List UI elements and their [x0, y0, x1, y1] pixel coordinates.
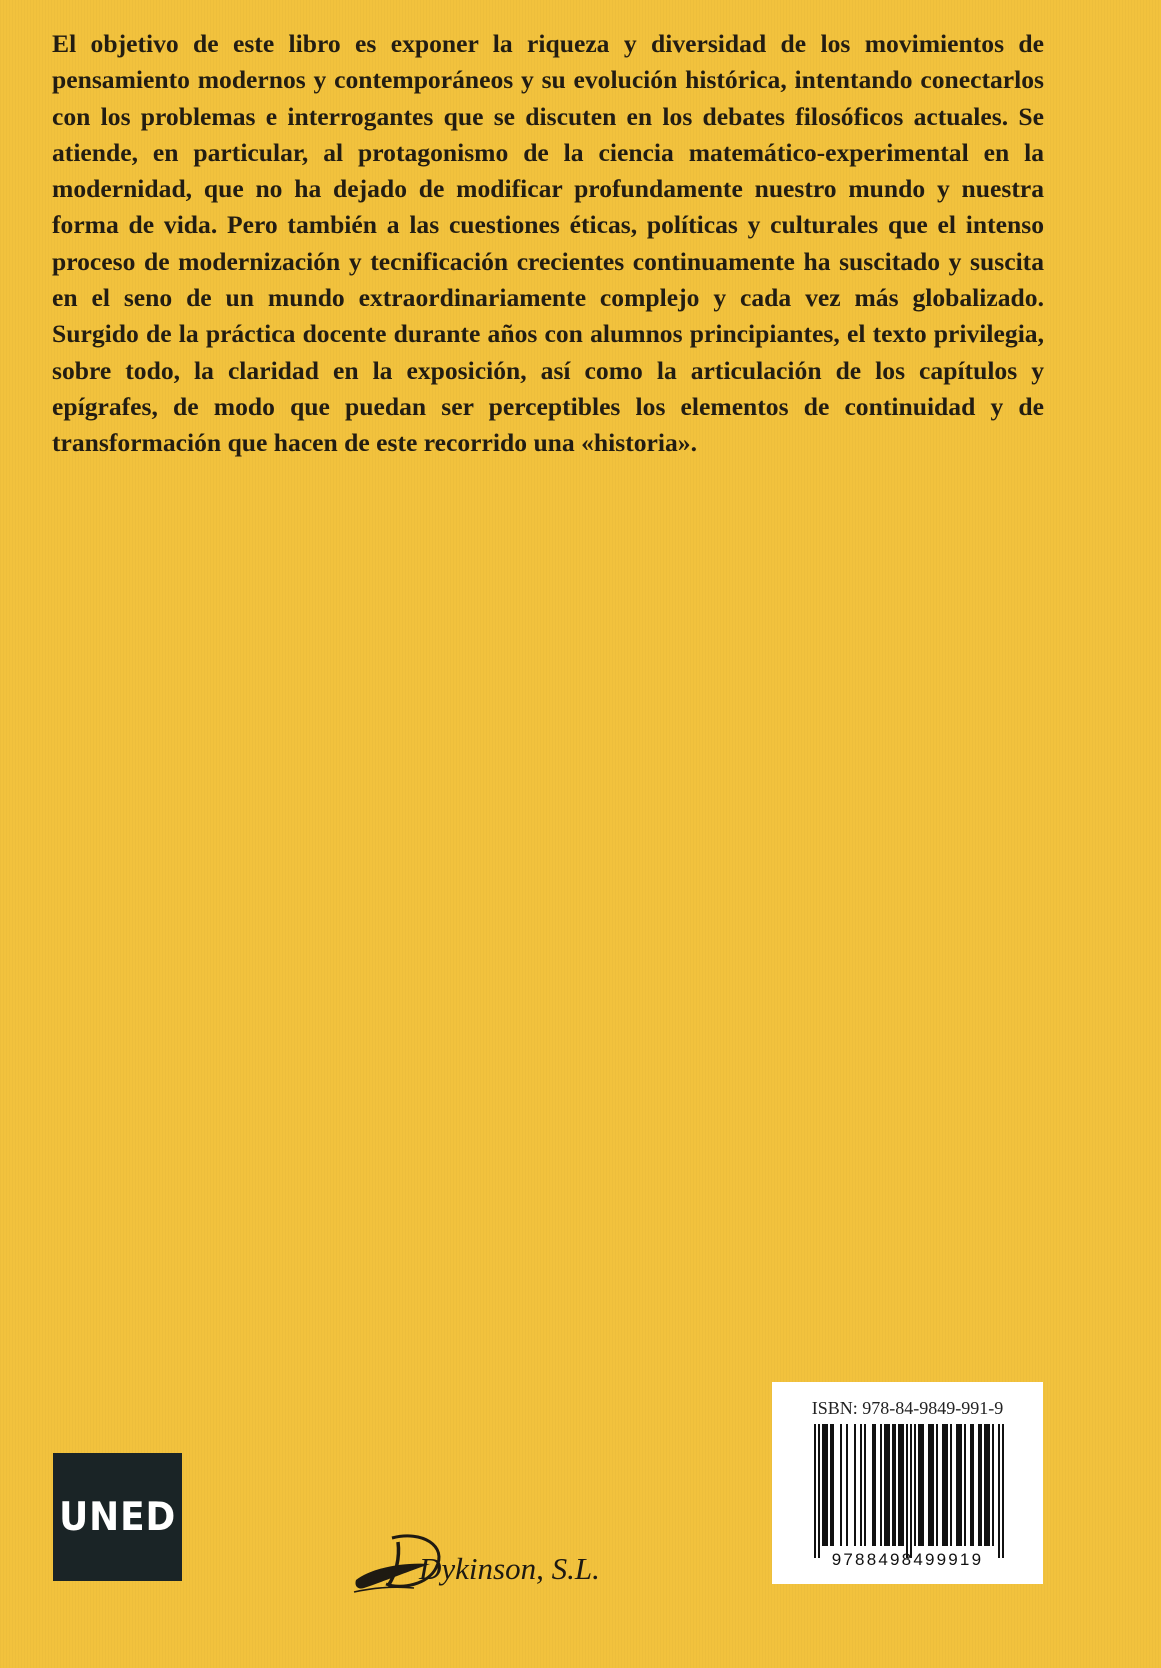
barcode-bar: [992, 1424, 994, 1546]
barcode-bar: [950, 1424, 952, 1546]
barcode-bar: [864, 1424, 866, 1546]
barcode-bar: [960, 1424, 962, 1546]
barcode-bar: [898, 1424, 900, 1546]
barcode-bar: [860, 1424, 862, 1546]
barcode-bar: [814, 1424, 816, 1558]
barcode-bar: [872, 1424, 874, 1546]
barcode-bar: [894, 1424, 896, 1546]
barcode-bar: [922, 1424, 924, 1546]
barcode-bar: [946, 1424, 948, 1546]
barcode-bar: [932, 1424, 934, 1546]
barcode-bar: [818, 1424, 820, 1558]
barcode-bar: [900, 1424, 902, 1546]
barcode-bar: [840, 1424, 842, 1546]
barcode-digits: 9788498499919: [831, 1550, 984, 1569]
blurb-text: El objetivo de este libro es exponer la riqueza y diversidad de los movimientos de pensamiento modernos y contemporáneos y su evolución histórica, intentando conectarlos con los problemas e interrogantes que se discuten en los debates filosóficos actuales. Se atiende, en particular, al protagonismo de la ciencia matemático-experimental en la modernidad, que no ha dejado de modificar profundamente nuestro mundo y nuestra forma de vida. Pero también a las cuestiones éticas, políticas y culturales que el intenso proceso de modernización y tecnificación crecientes continuamente ha suscitado y suscita en el seno de un mundo extraordinariamente complejo y cada vez más globalizado. Surgido de la práctica docente durante años con alumnos principiantes, el texto privilegia, sobre todo, la claridad en la exposición, así como la articulación de los capítulos y epígrafes, de modo que puedan ser perceptibles los elementos de continuidad y de transformación que hacen de este recorrido una «historia».: [52, 29, 1044, 458]
barcode-bar: [846, 1424, 848, 1546]
barcode-bar: [964, 1424, 966, 1546]
barcode-bar: [902, 1424, 904, 1546]
barcode-bar: [880, 1424, 882, 1546]
barcode-bar: [970, 1424, 972, 1546]
barcode-bar: [832, 1424, 834, 1546]
barcode-bar: [920, 1424, 922, 1546]
publisher-logo: [352, 1528, 612, 1598]
barcode-bar: [918, 1424, 920, 1546]
barcode-bar: [854, 1424, 856, 1546]
barcode-bar: [956, 1424, 958, 1546]
uned-logo-text: UNED: [58, 1494, 177, 1540]
barcode-bar: [822, 1424, 824, 1546]
barcode-bar: [914, 1424, 916, 1546]
isbn-label: ISBN: 978-84-9849-991-9: [811, 1398, 1004, 1418]
barcode-bar: [984, 1424, 986, 1546]
uned-logo: [53, 1453, 182, 1581]
barcode-bar: [1002, 1424, 1004, 1558]
barcode-bar: [944, 1424, 946, 1546]
barcode-bar: [906, 1424, 908, 1558]
barcode-bar: [980, 1424, 982, 1546]
barcode-bar: [930, 1424, 932, 1546]
barcode-panel: [772, 1382, 1043, 1584]
barcode-bar: [988, 1424, 990, 1546]
barcode-bar: [972, 1424, 974, 1546]
barcode-bar: [830, 1424, 832, 1546]
barcode-bar: [998, 1424, 1000, 1558]
publisher-name: Dykinson, S.L.: [419, 1551, 600, 1586]
barcode-bar: [826, 1424, 828, 1546]
barcode-bar: [886, 1424, 888, 1546]
barcode-bar: [910, 1424, 912, 1558]
barcode-bar: [888, 1424, 890, 1546]
barcode-bar: [928, 1424, 930, 1546]
barcode-bar: [824, 1424, 826, 1546]
barcode-bar: [936, 1424, 938, 1546]
barcode-bar: [884, 1424, 886, 1546]
barcode-bar: [986, 1424, 988, 1546]
barcode-bar: [874, 1424, 876, 1546]
barcode-bar: [942, 1424, 944, 1546]
barcode-bar: [958, 1424, 960, 1546]
barcode-bar: [978, 1424, 980, 1546]
barcode-bar: [892, 1424, 894, 1546]
